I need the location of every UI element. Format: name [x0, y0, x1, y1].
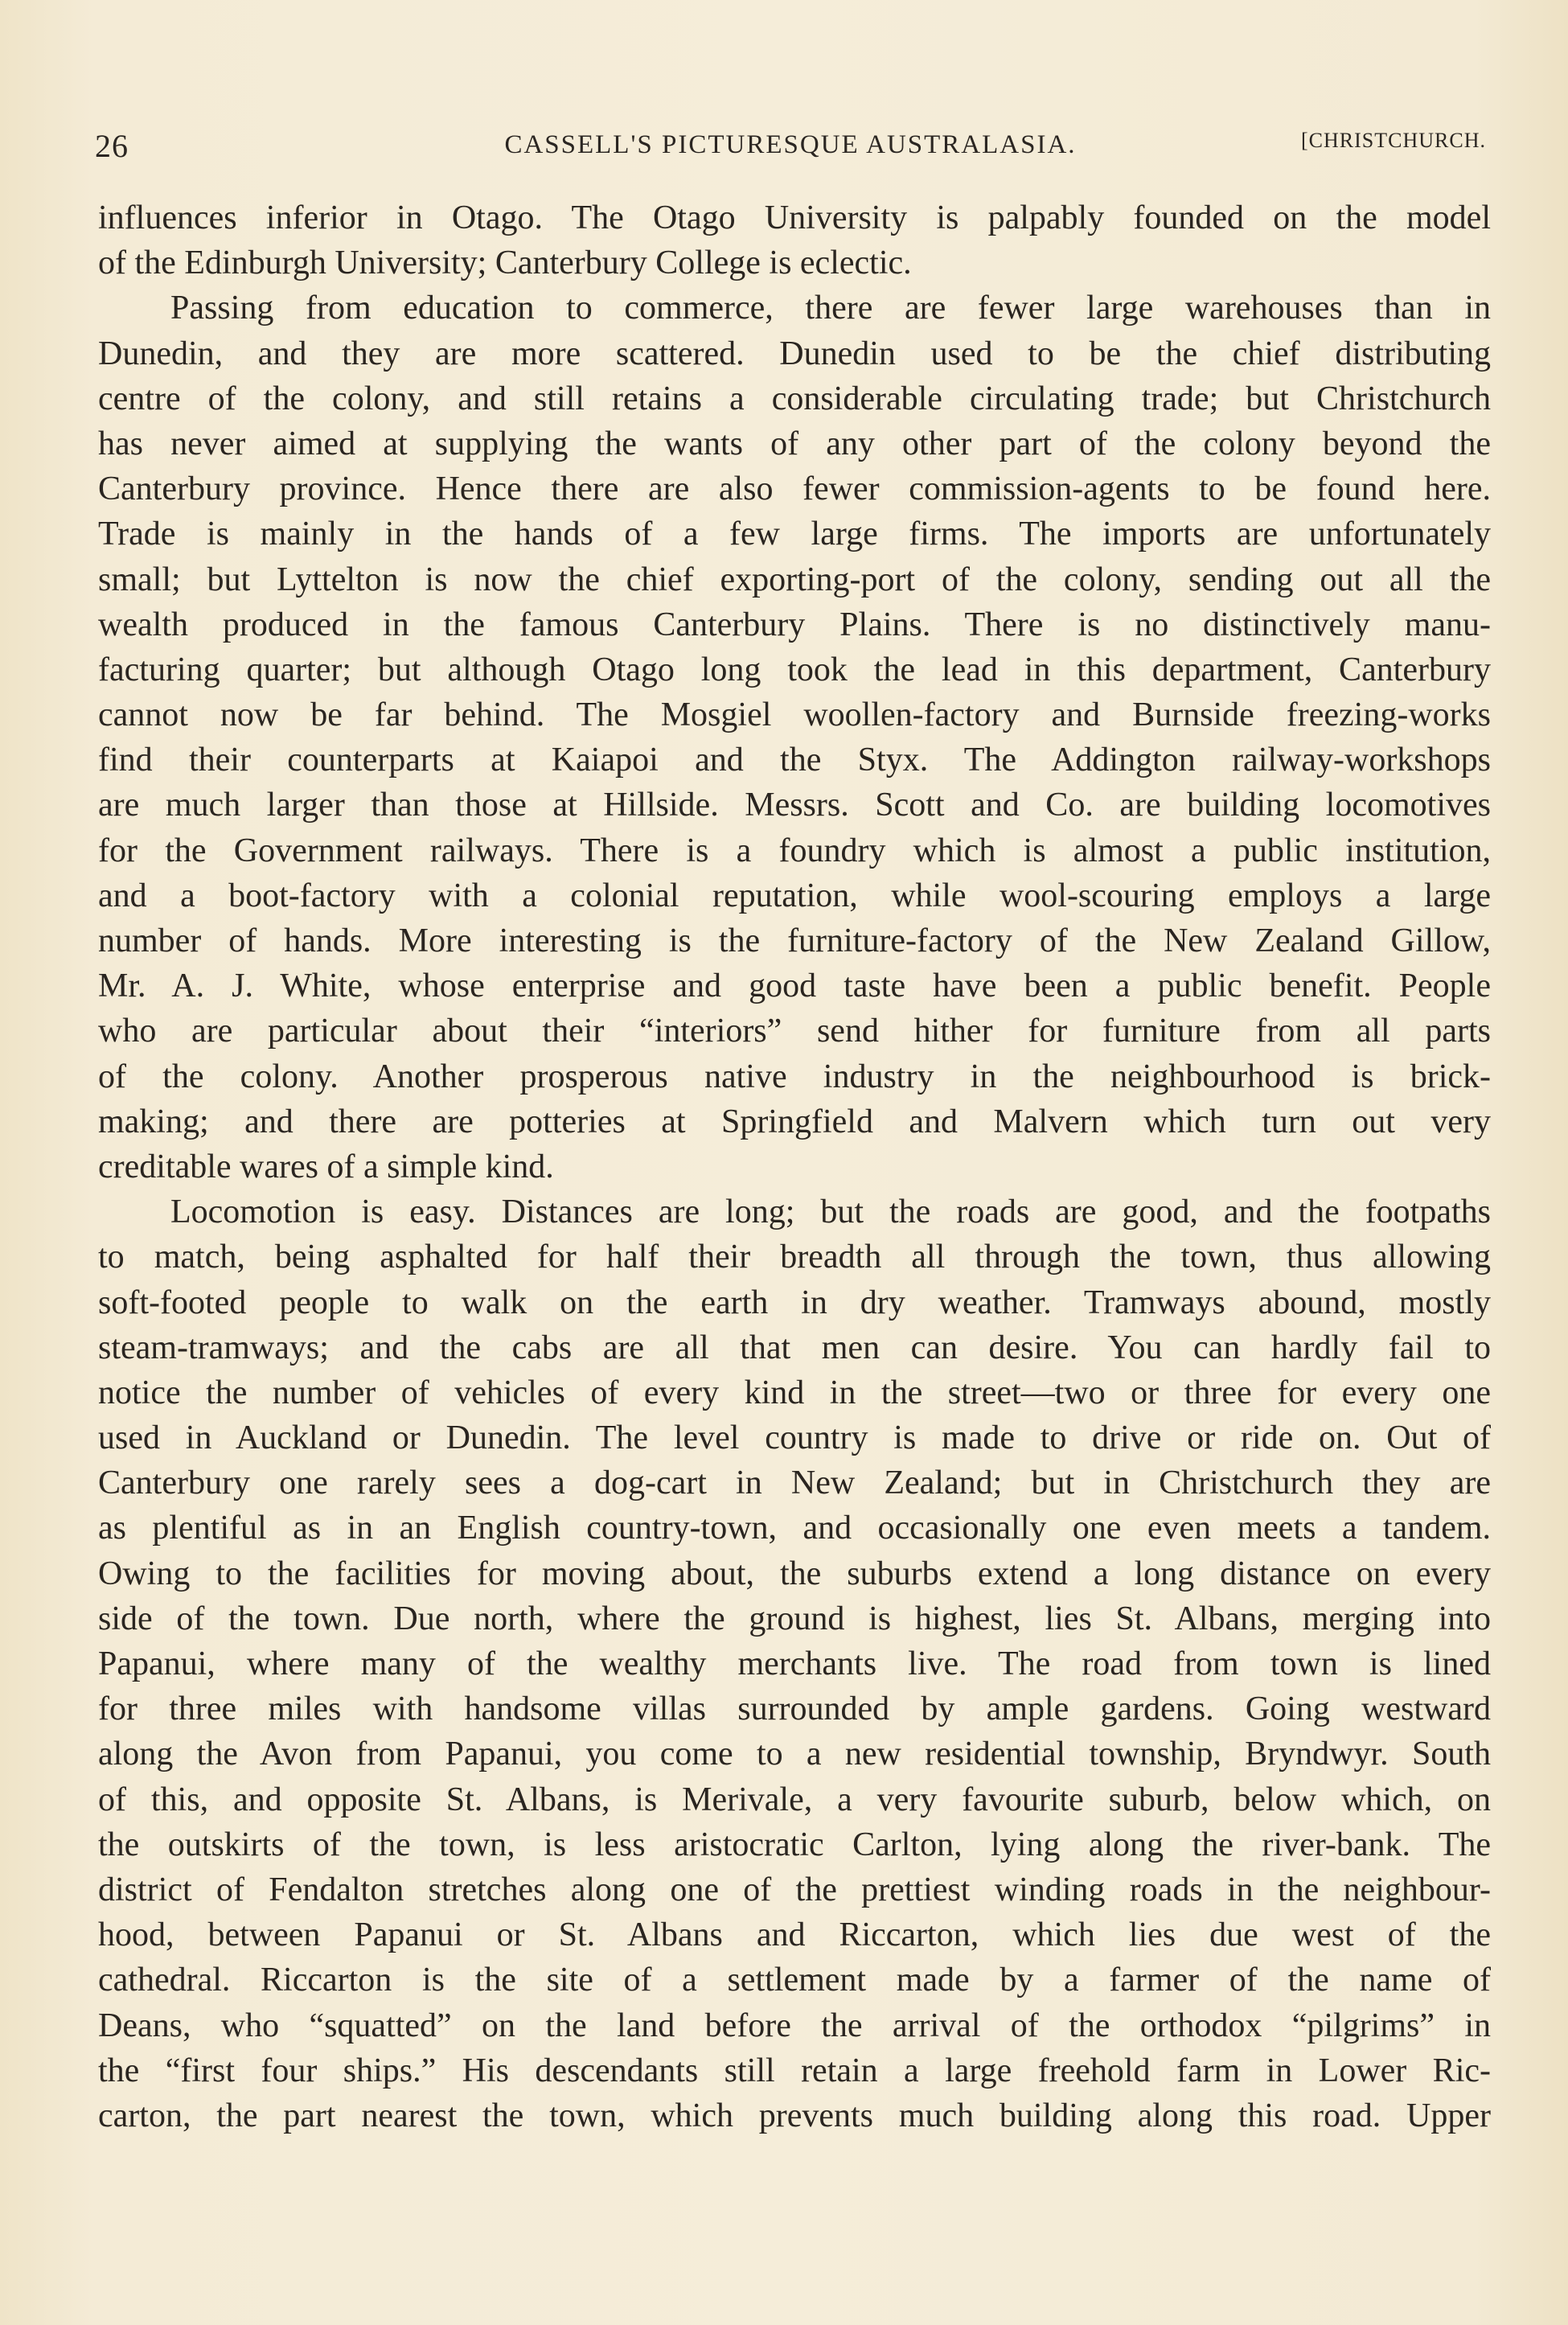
- text-line: notice the number of vehicles of every kind in the street—two or three for every one: [98, 1374, 1491, 1411]
- text-line: of this, and opposite St. Albans, is Merivale, a very favourite suburb, below which, on: [98, 1781, 1491, 1818]
- text-line: Passing from education to commerce, there are fewer large warehouses than in: [170, 290, 1491, 327]
- text-line: are much larger than those at Hillside. Messrs. Scott and Co. are building locomotives: [98, 787, 1491, 824]
- text-line: small; but Lyttelton is now the chief exporting-port of the colony, sending out all the: [98, 561, 1491, 598]
- text-line: Dunedin, and they are more scattered. Dunedin used to be the chief distributing: [98, 335, 1491, 372]
- text-line: Deans, who “squatted” on the land before the arrival of the orthodox “pilgrims” in: [98, 2007, 1491, 2044]
- section-tag: [CHRISTCHURCH.: [1301, 129, 1486, 152]
- text-line: Locomotion is easy. Distances are long; but the roads are good, and the footpaths: [170, 1193, 1491, 1231]
- text-line: creditable wares of a simple kind.: [98, 1148, 554, 1185]
- text-line: who are particular about their “interiors” send hither for furniture from all parts: [98, 1013, 1491, 1050]
- text-line: to match, being asphalted for half their breadth all through the town, thus allowing: [98, 1238, 1491, 1276]
- text-line: used in Auckland or Dunedin. The level country is made to drive or ride on. Out of: [98, 1419, 1491, 1457]
- text-line: number of hands. More interesting is the furniture-factory of the New Zealand Gillow,: [98, 922, 1491, 959]
- text-line: Trade is mainly in the hands of a few large firms. The imports are unfortunately: [98, 516, 1491, 553]
- text-line: Papanui, where many of the wealthy merchants live. The road from town is lined: [98, 1645, 1491, 1682]
- text-line: for three miles with handsome villas surrounded by ample gardens. Going westward: [98, 1690, 1491, 1728]
- text-line: for the Government railways. There is a foundry which is almost a public institution,: [98, 832, 1491, 869]
- text-line: of the colony. Another prosperous native industry in the neighbourhood is brick-: [98, 1058, 1491, 1095]
- text-line: cathedral. Riccarton is the site of a settlement made by a farmer of the name of: [98, 1961, 1491, 1999]
- page-number: 26: [95, 128, 129, 164]
- text-line: of the Edinburgh University; Canterbury College is eclectic.: [98, 244, 912, 282]
- text-line: along the Avon from Papanui, you come to a new residential township, Bryndwyr. South: [98, 1736, 1491, 1773]
- text-line: side of the town. Due north, where the ground is highest, lies St. Albans, merging into: [98, 1600, 1491, 1637]
- text-line: soft-footed people to walk on the earth in dry weather. Tramways abound, mostly: [98, 1284, 1491, 1321]
- body-text: [98, 195, 1491, 2138]
- text-line: Owing to the facilities for moving about, the suburbs extend a long distance on every: [98, 1555, 1491, 1592]
- text-line: and a boot-factory with a colonial reputation, while wool-scouring employs a large: [98, 877, 1491, 914]
- text-line: Canterbury province. Hence there are also fewer commission-agents to be found here.: [98, 470, 1491, 508]
- text-line: cannot now be far behind. The Mosgiel woollen-factory and Burnside freezing-works: [98, 696, 1491, 734]
- text-line: carton, the part nearest the town, which prevents much building along this road. Upper: [98, 2097, 1491, 2134]
- text-line: the outskirts of the town, is less aristocratic Carlton, lying along the river-bank. The: [98, 1826, 1491, 1863]
- running-title: CASSELL'S PICTURESQUE AUSTRALASIA.: [504, 130, 1077, 159]
- page-header: [95, 127, 1486, 175]
- text-line: Canterbury one rarely sees a dog-cart in New Zealand; but in Christchurch they are: [98, 1464, 1491, 1502]
- text-line: influences inferior in Otago. The Otago University is palpably founded on the model: [98, 199, 1491, 236]
- text-line: facturing quarter; but although Otago long took the lead in this department, Canterbury: [98, 651, 1491, 688]
- text-line: find their counterparts at Kaiapoi and the Styx. The Addington railway-workshops: [98, 741, 1491, 779]
- text-line: district of Fendalton stretches along one of the prettiest winding roads in the neighbour-: [98, 1871, 1491, 1908]
- text-line: steam-tramways; and the cabs are all that men can desire. You can hardly fail to: [98, 1329, 1491, 1366]
- text-line: the “first four ships.” His descendants still retain a large freehold farm in Lower Ric-: [98, 2052, 1491, 2089]
- text-line: wealth produced in the famous Canterbury Plains. There is no distinctively manu-: [98, 606, 1491, 643]
- text-line: Mr. A. J. White, whose enterprise and good taste have been a public benefit. People: [98, 967, 1491, 1005]
- text-line: centre of the colony, and still retains a considerable circulating trade; but Christchurch: [98, 380, 1491, 417]
- text-line: has never aimed at supplying the wants of any other part of the colony beyond the: [98, 425, 1491, 462]
- text-line: making; and there are potteries at Springfield and Malvern which turn out very: [98, 1103, 1491, 1140]
- text-line: hood, between Papanui or St. Albans and Riccarton, which lies due west of the: [98, 1916, 1491, 1954]
- text-line: as plentiful as in an English country-town, and occasionally one even meets a tandem.: [98, 1510, 1491, 1547]
